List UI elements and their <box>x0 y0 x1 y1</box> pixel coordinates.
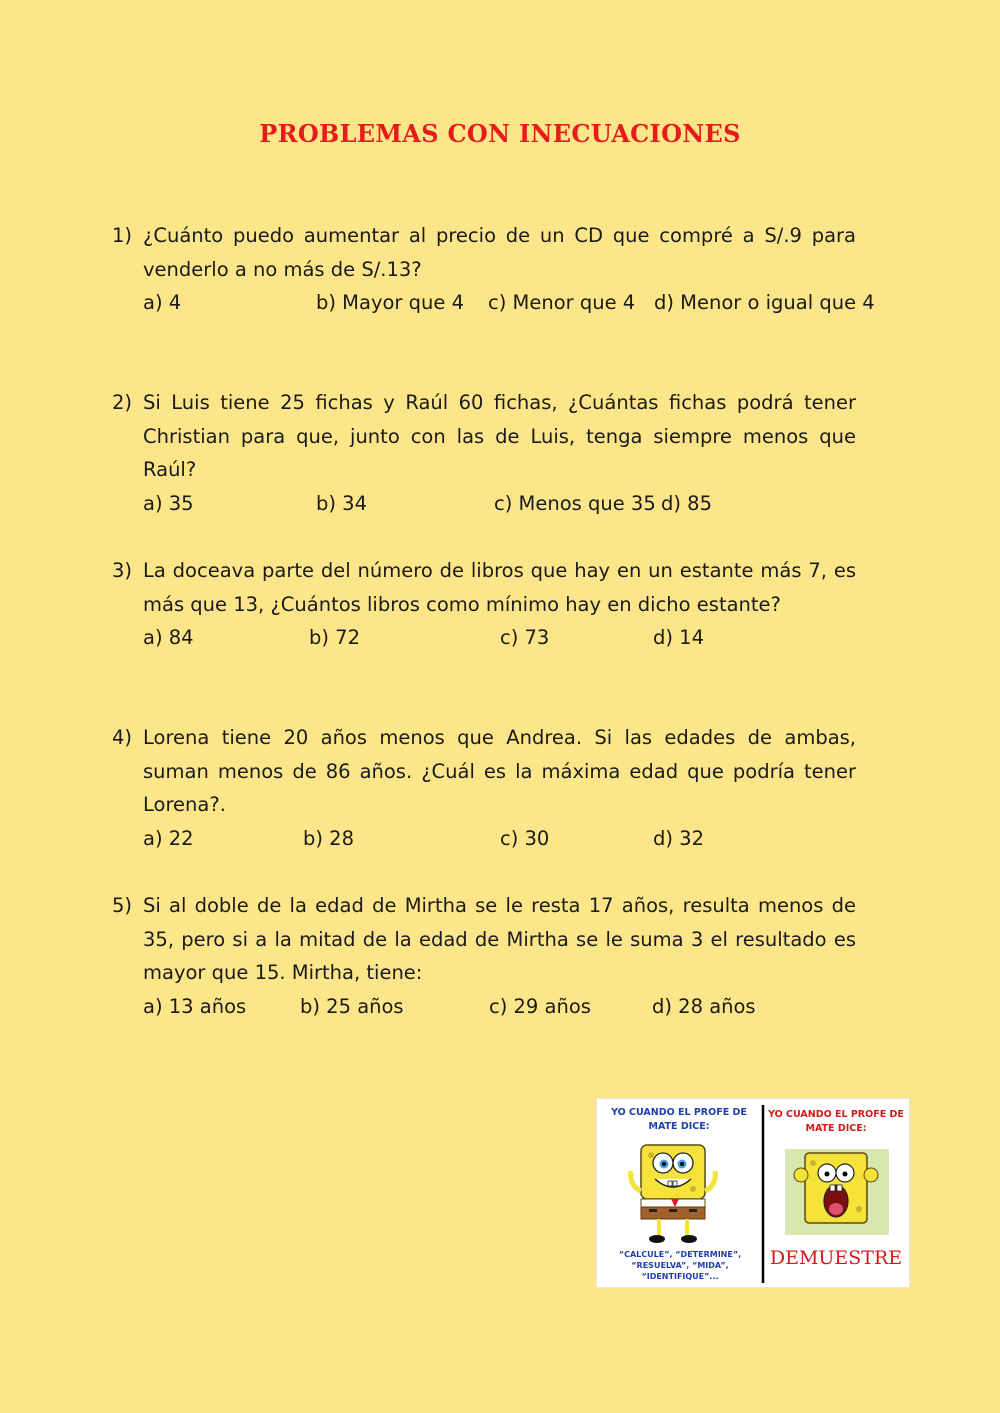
problem-number: 3) <box>112 559 133 582</box>
option-a: a) 84 <box>143 626 194 649</box>
problem-number: 5) <box>112 894 133 917</box>
answer-options <box>143 487 856 521</box>
answer-options <box>143 822 856 856</box>
option-b: b) 28 <box>303 826 354 850</box>
option-d: d) 14 <box>653 626 704 649</box>
option-a: a) 4 <box>143 291 182 314</box>
problem-number: 4) <box>112 726 133 749</box>
option-c: c) 73 <box>500 626 550 649</box>
option-c: c) 30 <box>500 826 550 850</box>
meme-left-caption: YO CUANDO EL PROFE DE MATE DICE: <box>611 1107 747 1132</box>
meme-image <box>596 1098 910 1288</box>
problem-5 <box>112 889 856 1024</box>
problem-number: 2) <box>112 391 133 414</box>
option-c: c) Menor que 4 <box>488 291 636 314</box>
option-b: b) 34 <box>316 491 367 515</box>
screaming-sponge-icon <box>785 1149 889 1235</box>
option-d: d) 85 <box>661 491 712 515</box>
problem-4 <box>112 721 856 856</box>
sponge-character-icon <box>631 1145 716 1243</box>
option-d: d) Menor o igual que 4 <box>654 291 875 314</box>
answer-options <box>143 990 856 1024</box>
option-d: d) 28 años <box>652 994 756 1018</box>
option-b: b) Mayor que 4 <box>316 291 464 314</box>
option-b: b) 25 años <box>300 994 404 1018</box>
option-d: d) 32 <box>653 826 704 850</box>
problem-text: ¿Cuánto puedo aumentar al precio de un CD que compré a S/.9 para venderlo a no más de S/.13? <box>143 224 856 281</box>
option-c: c) 29 años <box>489 994 591 1018</box>
option-a: a) 22 <box>143 826 194 850</box>
problem-text: La doceava parte del número de libros que hay en un estante más 7, es más que 13, ¿Cuántos libros como mínimo hay en dicho estante? <box>143 559 856 616</box>
problem-text: Si al doble de la edad de Mirtha se le resta 17 años, resulta menos de 35, pero si a la mitad de la edad de Mirtha se le suma 3 el resultado es mayor que 15. Mirtha, tiene: <box>143 894 856 984</box>
meme-right-caption: YO CUANDO EL PROFE DE MATE DICE: <box>768 1109 904 1134</box>
option-a: a) 35 <box>143 491 194 515</box>
answer-options <box>143 286 875 320</box>
problem-2 <box>112 386 856 521</box>
problem-3 <box>112 554 856 655</box>
problem-number: 1) <box>112 224 133 247</box>
meme-right-word: DEMUESTRE <box>769 1247 903 1269</box>
option-a: a) 13 años <box>143 994 247 1018</box>
problem-text: Lorena tiene 20 años menos que Andrea. Si las edades de ambas, suman menos de 86 años. ¿Cuál es la máxima edad que podría tener Lorena?. <box>143 726 856 816</box>
meme-left-verbs: “CALCULE”, “DETERMINE”, “RESUELVA”, “MIDA”, “IDENTIFIQUE”... <box>618 1250 742 1281</box>
answer-options <box>143 621 856 655</box>
problem-text: Si Luis tiene 25 fichas y Raúl 60 fichas, ¿Cuántas fichas podrá tener Christian para que, junto con las de Luis, tenga siempre menos que Raúl? <box>143 391 856 481</box>
page-title: PROBLEMAS CON INECUACIONES <box>259 119 741 148</box>
option-b: b) 72 <box>309 626 360 649</box>
problem-1 <box>112 219 875 320</box>
option-c: c) Menos que 35 <box>494 491 656 515</box>
